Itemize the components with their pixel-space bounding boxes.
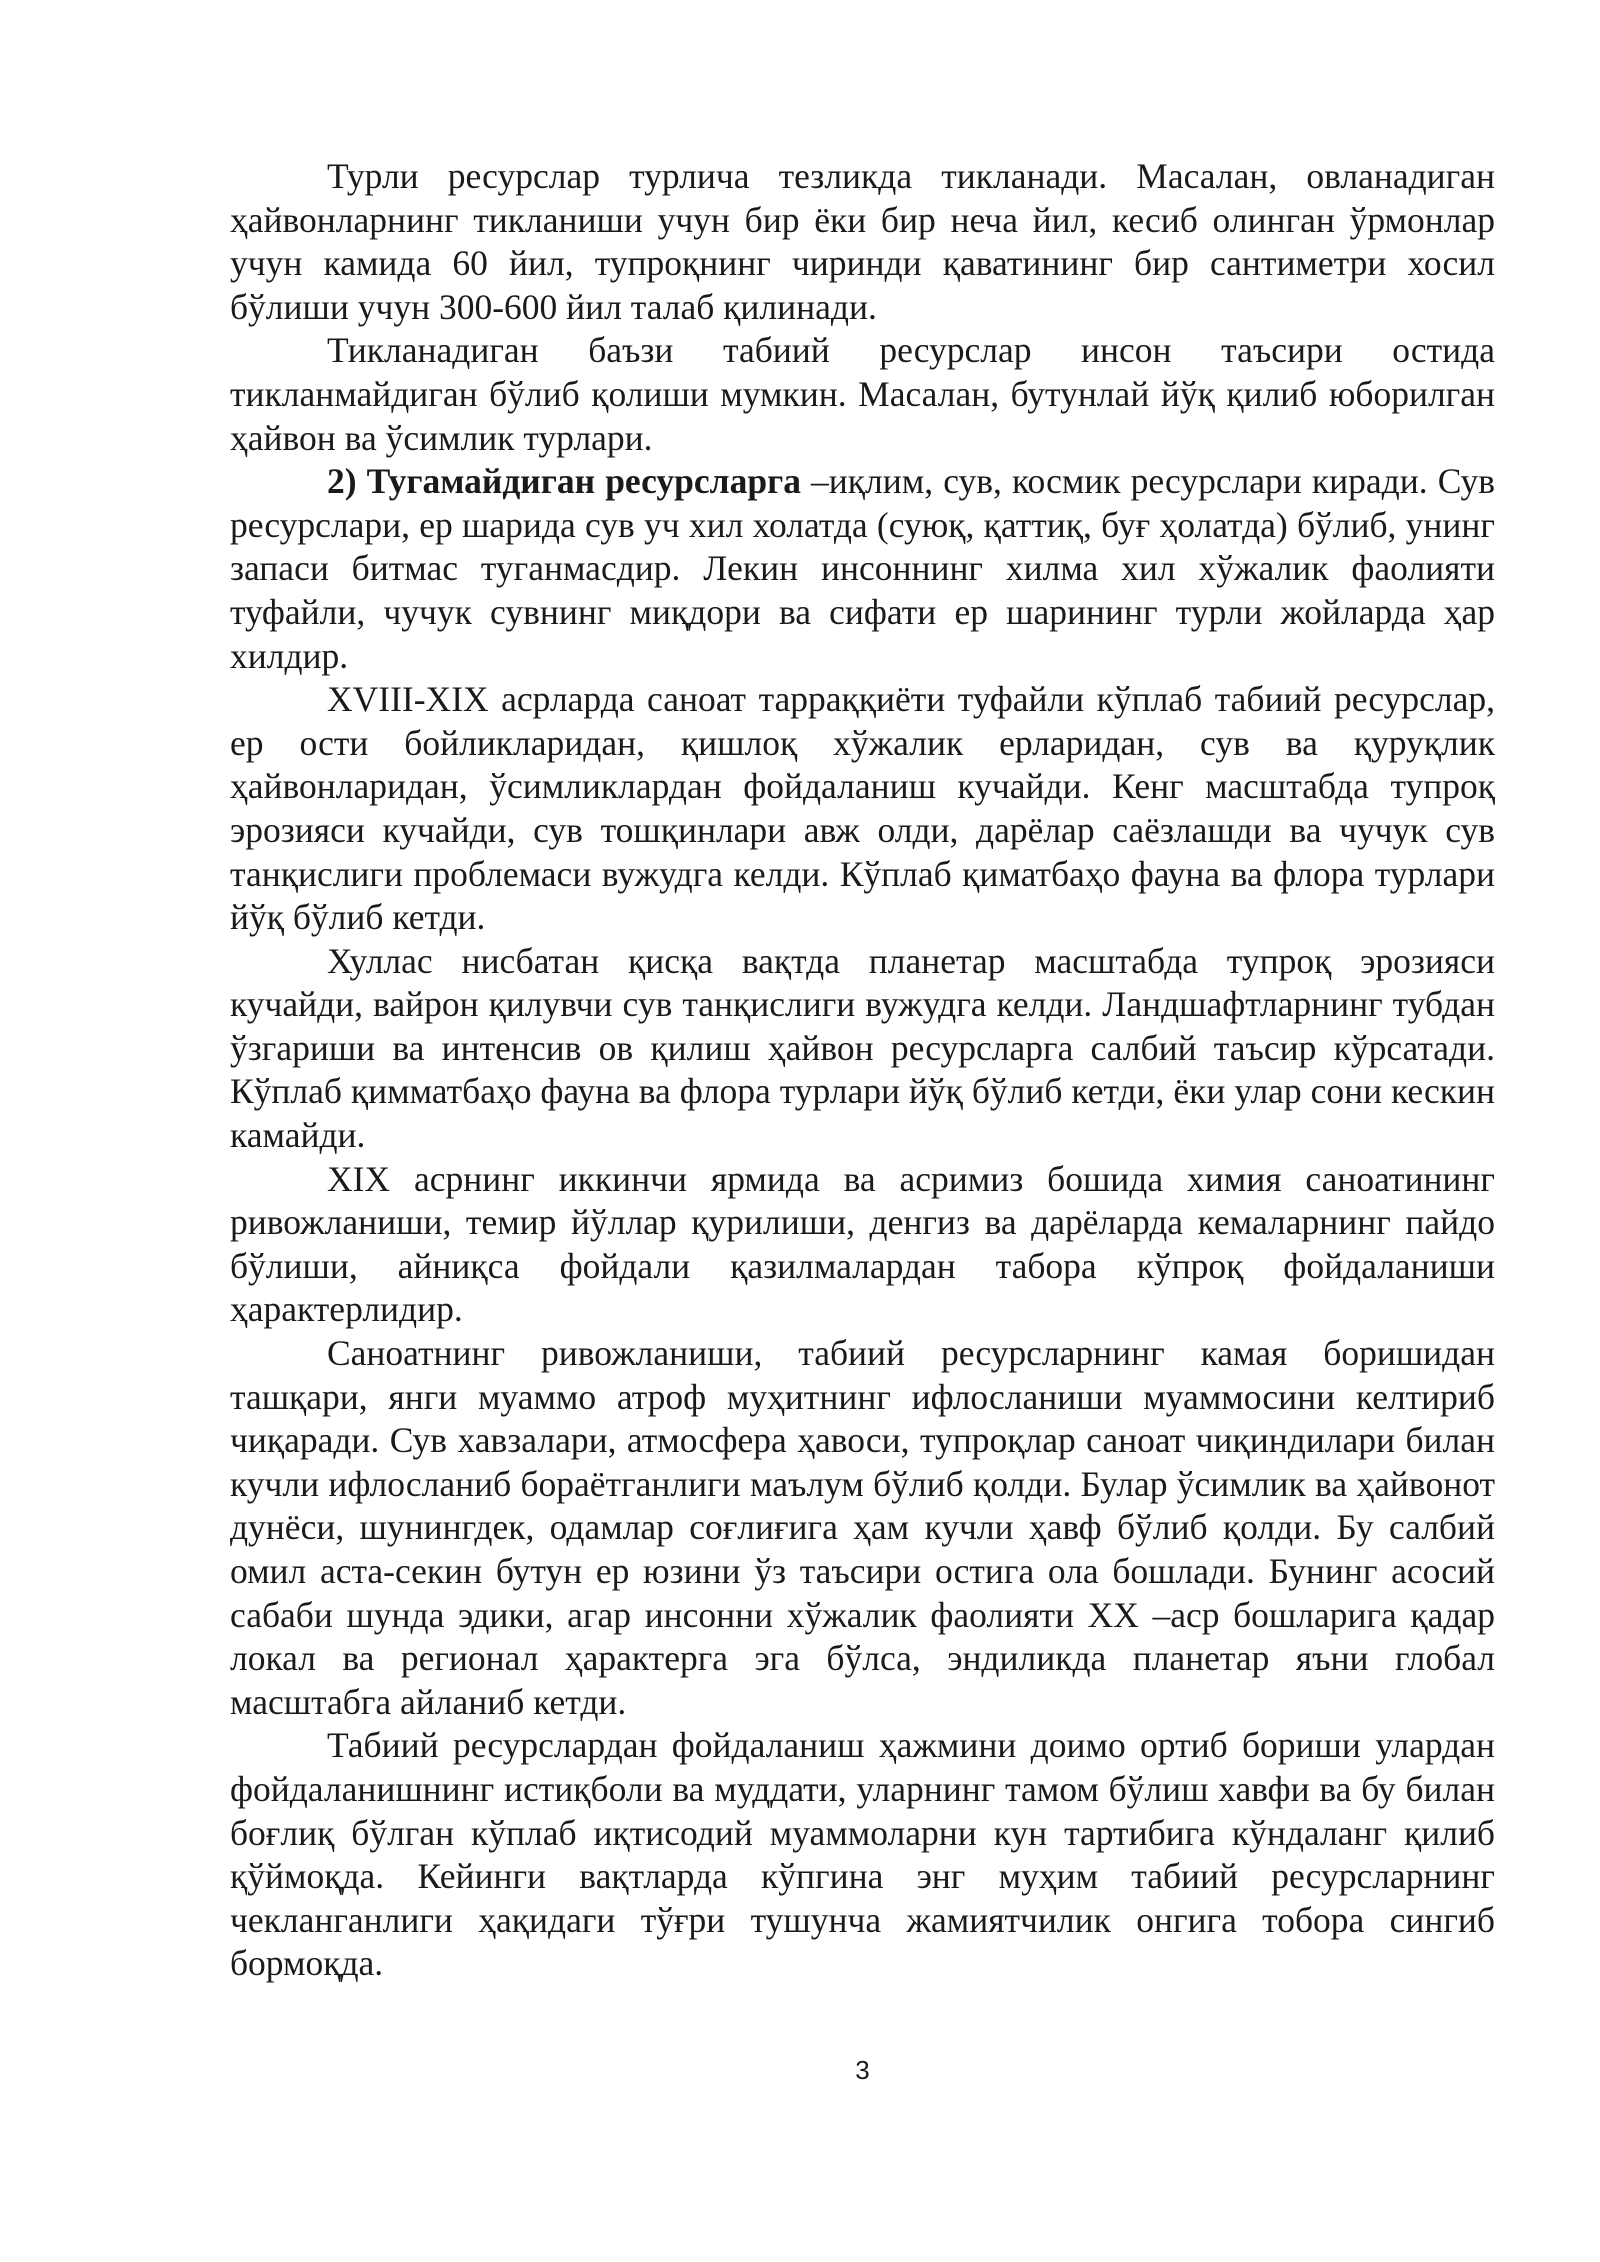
paragraph — [230, 329, 1495, 460]
paragraph — [230, 1332, 1495, 1724]
paragraph-lead-bold: 2) Тугамайдиган ресурсларга — [327, 461, 801, 502]
paragraph — [230, 460, 1495, 678]
paragraph — [230, 940, 1495, 1158]
paragraph-text: –иқлим, сув, космик ресурслари киради. Сув ресурслари, ер шарида сув уч хил холатда (суюқ, қаттиқ, буғ ҳолатда) бўлиб, унинг запаси битмас туганмасдир. Лекин инсоннинг хилма хил хўжалик фаолияти туфайли, чучук сувнинг миқдори ва сифати ер шарининг турли жойларда ҳар хилдир. — [230, 461, 1496, 676]
paragraph-text: Турли ресурслар турлича тезликда тикланади. Масалан, овланадиган ҳайвонларнинг тикланиши учун бир ёки бир неча йил, кесиб олинган ўрмонлар учун камида 60 йил, тупроқнинг чиринди қаватининг бир сантиметри хосил бўлиши учун 300-600 йил талаб қилинади. — [230, 156, 1495, 327]
paragraph — [230, 1158, 1495, 1332]
paragraph-text: XVIII-XIX асрларда саноат тарраққиёти туфайли кўплаб табиий ресурслар, ер ости бойликларидан, қишлоқ хўжалик ерларидан, сув ва қуруқлик ҳайвонларидан, ўсимликлардан фойдаланиш кучайди. Кенг масштабда тупроқ эрозияси кучайди, сув тошқинлари авж олди, дарёлар саёзлашди ва чучук сув танқислиги проблемаси вужудга келди. Кўплаб қиматбаҳо фауна ва флора турлари йўқ бўлиб кетди. — [230, 679, 1495, 938]
paragraph — [230, 155, 1495, 329]
paragraph-text: Саноатнинг ривожланиши, табиий ресурсларнинг камая боришидан ташқари, янги муаммо атроф муҳитнинг ифлосланиши муаммосини келтириб чиқаради. Сув хавзалари, атмосфера ҳавоси, тупроқлар саноат чиқиндилари билан кучли ифлосланиб бораётганлиги маълум бўлиб қолди. Булар ўсимлик ва ҳайвонот дунёси, шунингдек, одамлар соғлиғига ҳам кучли ҳавф бўлиб қолди. Бу салбий омил аста-секин бутун ер юзини ўз таъсири остига ола бошлади. Бунинг асосий сабаби шунда эдики, агар инсонни хўжалик фаолияти XX –аср бошларига қадар локал ва регионал ҳарактерга эга бўлса, эндиликда планетар яъни глобал масштабга айланиб кетди. — [230, 1333, 1495, 1722]
page-number: 3 — [855, 2055, 870, 2085]
paragraph-text: Табиий ресурслардан фойдаланиш ҳажмини доимо ортиб бориши улардан фойдаланишнинг истиқболи ва муддати, уларнинг тамом бўлиш хавфи ва бу билан боғлиқ бўлган кўплаб иқтисодий муаммоларни кун тартибига кўндаланг қилиб қўймоқда. Кейинги вақтларда кўпгина энг муҳим табиий ресурсларнинг чекланганлиги ҳақидаги тўғри тушунча жамиятчилик онгига тобора сингиб бормоқда. — [230, 1725, 1495, 1984]
paragraph-text: Тикланадиган баъзи табиий ресурслар инсон таъсири остида тикланмайдиган бўлиб қолиши мумкин. Масалан, бутунлай йўқ қилиб юборилган ҳайвон ва ўсимлик турлари. — [230, 330, 1495, 458]
paragraph-text: Хуллас нисбатан қисқа вақтда планетар масштабда тупроқ эрозияси кучайди, вайрон қилувчи сув танқислиги вужудга келди. Ландшафтларнинг тубдан ўзгариши ва интенсив ов қилиш ҳайвон ресурсларга салбий таъсир кўрсатади. Кўплаб қимматбаҳо фауна ва флора турлари йўқ бўлиб кетди, ёки улар сони кескин камайди. — [230, 940, 1495, 1156]
paragraph — [230, 1724, 1495, 1986]
paragraph-text: XIX асрнинг иккинчи ярмида ва асримиз бошида химия саноатининг ривожланиши, темир йўллар қурилиши, денгиз ва дарёларда кемаларнинг пайдо бўлиши, айниқса фойдали қазилмалардан табора кўпроқ фойдаланиши ҳарактерлидир. — [230, 1158, 1495, 1330]
paragraph — [230, 678, 1495, 940]
document-body — [230, 155, 1495, 1986]
